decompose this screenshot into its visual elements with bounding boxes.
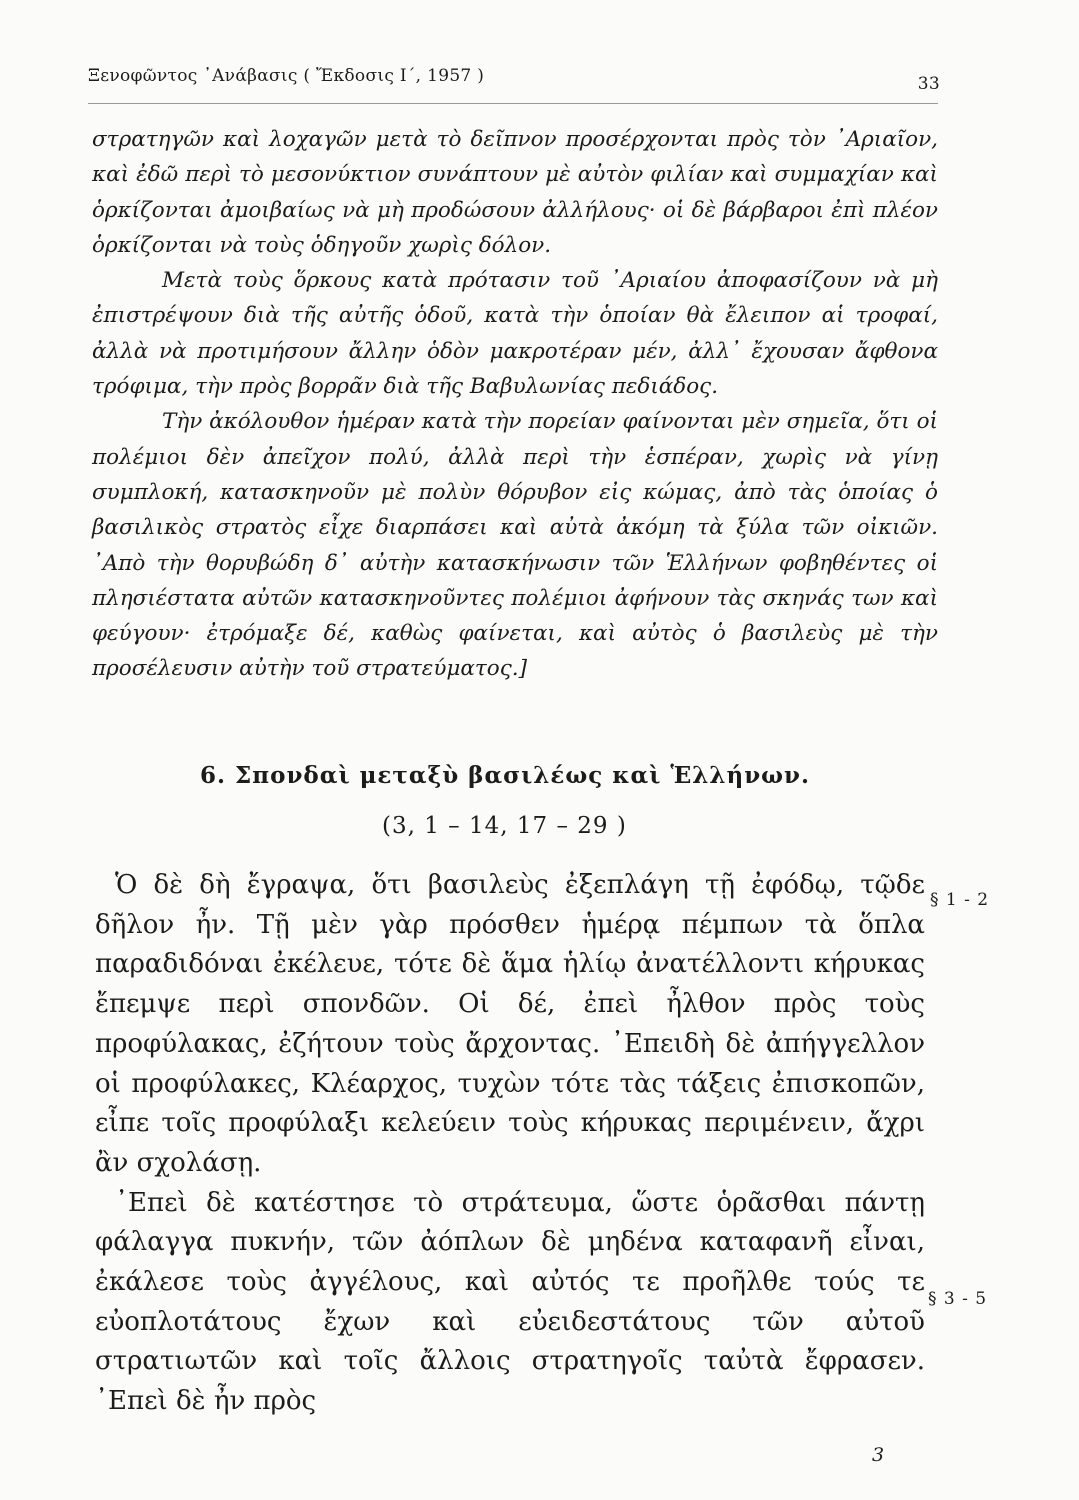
text-paragraph: ᾿Επεὶ δὲ κατέστησε τὸ στράτευμα, ὥστε ὁρᾶσθαι πάντῃ φάλαγγα πυκνήν, τῶν ἀόπλων δὲ μηδένα καταφανῆ εἶναι, ἐκάλεσε τοὺς ἀγγέλους, καὶ αὐτός τε προῆλθε τούς τε εὐοπλοτάτους ἔχων καὶ εὐειδεστάτους τῶν αὐτοῦ στρατιωτῶν καὶ τοῖς ἄλλοις στρατηγοῖς ταὐτὰ ἔφρασεν. ᾿Επεὶ δὲ ἦν πρὸς — [95, 1187, 925, 1417]
header-rule — [88, 103, 938, 104]
summary-paragraph: στρατηγῶν καὶ λοχαγῶν μετὰ τὸ δεῖπνον προσέρχονται πρὸς τὸν ᾿Αριαῖον, καὶ ἐδῶ περὶ τὸ μεσονύκτιον συνάπτουν μὲ αὐτὸν φιλίαν καὶ συμμαχίαν καὶ ὁρκίζονται ἀμοιβαίως νὰ μὴ προδώσουν ἀλλήλους· οἱ δὲ βάρβαροι ἐπὶ πλέον ὁρκίζονται νὰ τοὺς ὁδηγοῦν χωρὶς δόλον. — [92, 127, 938, 258]
section-heading: 6. Σπονδαὶ μεταξὺ βασιλέως καὶ Ἑλλήνων. — [200, 762, 811, 789]
summary-text — [92, 122, 938, 687]
summary-paragraph: Τὴν ἀκόλουθον ἡμέραν κατὰ τὴν πορείαν φαίνονται μὲν σημεῖα, ὅτι οἱ πολέμιοι δὲν ἀπεῖχον πολύ, ἀλλὰ περὶ τὴν ἑσπέραν, χωρὶς νὰ γίνῃ συμπλοκή, κατασκηνοῦν μὲ πολὺν θόρυβον εἰς κώμας, ἀπὸ τὰς ὁποίας ὁ βασιλικὸς στρατὸς εἶχε διαρπάσει καὶ αὐτὰ ἀκόμη τὰ ξύλα τῶν οἰκιῶν. ᾿Απὸ τὴν θορυβώδη δ᾿ αὐτὴν κατασκήνωσιν τῶν Ἑλλήνων φοβηθέντες οἱ πλησιέστατα αὐτῶν κατασκηνοῦντες πολέμιοι ἀφήνουν τὰς σκηνάς των καὶ φεύγουν· ἐτρόμαξε δέ, καθὼς φαίνεται, καὶ αὐτὸς ὁ βασιλεὺς μὲ τὴν προσέλευσιν αὐτὴν τοῦ στρατεύματος.] — [92, 409, 938, 682]
margin-note: § 1 - 2 — [930, 890, 990, 910]
running-title: Ξενοφῶντος ᾿Ανάβασις ( Ἔκδοσις Ι΄, 1957 ) — [88, 66, 485, 86]
greek-text — [95, 866, 925, 1422]
summary-paragraph: Μετὰ τοὺς ὅρκους κατὰ πρότασιν τοῦ ᾿Αριαίου ἀποφασίζουν νὰ μὴ ἐπιστρέψουν διὰ τῆς αὐτῆς ὁδοῦ, κατὰ τὴν ὁποίαν θὰ ἔλειπον αἱ τροφαί, ἀλλὰ νὰ προτιμήσουν ἄλλην ὁδὸν μακροτέραν μέν, ἀλλ᾿ ἔχουσαν ἄφθονα τρόφιμα, τὴν πρὸς βορρᾶν διὰ τῆς Βαβυλωνίας πεδιάδος. — [92, 268, 938, 400]
margin-note: § 3 - 5 — [928, 1289, 988, 1309]
signature-mark: 3 — [872, 1444, 885, 1466]
page-number: 33 — [917, 74, 940, 94]
text-paragraph: Ὁ δὲ δὴ ἔγραψα, ὅτι βασιλεὺς ἐξεπλάγη τῇ ἐφόδῳ, τῷδε δῆλον ἦν. Τῇ μὲν γὰρ πρόσθεν ἡμέρᾳ πέμπων τὰ ὅπλα παραδιδόναι ἐκέλευε, τότε δὲ ἅμα ἡλίῳ ἀνατέλλοντι κήρυκας ἔπεμψε περὶ σπονδῶν. Οἱ δέ, ἐπεὶ ἦλθον πρὸς τοὺς προφύλακας, ἐζήτουν τοὺς ἄρχοντας. ᾿Επειδὴ δὲ ἀπήγγελλον οἱ προφύλακες, Κλέαρχος, τυχὼν τότε τὰς τάξεις ἐπισκοπῶν, εἶπε τοῖς προφύλαξι κελεύειν τοὺς κήρυκας περιμένειν, ἄχρι ἂν σχολάσῃ. — [95, 870, 925, 1178]
section-reference: (3, 1 – 14, 17 – 29 ) — [382, 813, 627, 839]
